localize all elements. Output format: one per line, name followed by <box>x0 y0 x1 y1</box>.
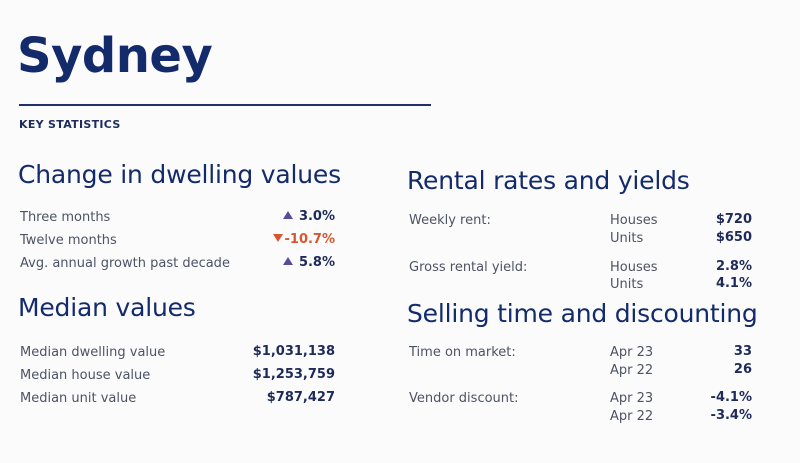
time-on-market-apr22-label: Apr 22 <box>610 363 654 378</box>
three-months-label: Three months <box>20 210 111 225</box>
median-unit-label: Median unit value <box>20 391 137 406</box>
three-months-value: 3.0% <box>265 209 335 224</box>
time-on-market-apr23-value: 33 <box>733 344 752 359</box>
weekly-rent-houses-label: Houses <box>610 213 658 228</box>
title-divider <box>19 104 431 106</box>
gross-yield-units-label: Units <box>610 277 644 292</box>
median-unit-value: $787,427 <box>266 390 335 405</box>
median-house-label: Median house value <box>20 368 151 383</box>
avg-growth-value: 5.8% <box>265 255 335 270</box>
vendor-discount-apr22-label: Apr 22 <box>610 409 654 424</box>
twelve-months-value: -10.7% <box>265 232 335 247</box>
page-subtitle: KEY STATISTICS <box>19 118 121 131</box>
median-heading: Median values <box>18 293 196 322</box>
median-dwelling-value: $1,031,138 <box>252 344 335 359</box>
twelve-months-label: Twelve months <box>20 233 117 248</box>
vendor-discount-apr23-value: -4.1% <box>710 390 752 405</box>
page-title: Sydney <box>17 28 213 84</box>
gross-yield-label: Gross rental yield: <box>409 260 528 275</box>
avg-growth-label: Avg. annual growth past decade <box>20 256 230 271</box>
weekly-rent-houses-value: $720 <box>715 212 752 227</box>
vendor-discount-apr22-value: -3.4% <box>710 408 752 423</box>
up-arrow-icon <box>283 257 293 265</box>
time-on-market-apr23-label: Apr 23 <box>610 345 654 360</box>
time-on-market-apr22-value: 26 <box>733 362 752 377</box>
vendor-discount-apr23-label: Apr 23 <box>610 391 654 406</box>
median-dwelling-label: Median dwelling value <box>20 345 166 360</box>
gross-yield-units-value: 4.1% <box>715 276 752 291</box>
rental-heading: Rental rates and yields <box>407 166 690 195</box>
vendor-discount-label: Vendor discount: <box>409 391 519 406</box>
weekly-rent-label: Weekly rent: <box>409 213 491 228</box>
weekly-rent-units-value: $650 <box>715 230 752 245</box>
selling-heading: Selling time and discounting <box>407 299 758 328</box>
weekly-rent-units-label: Units <box>610 231 644 246</box>
change-heading: Change in dwelling values <box>18 160 341 189</box>
up-arrow-icon <box>283 211 293 219</box>
gross-yield-houses-label: Houses <box>610 260 658 275</box>
down-arrow-icon <box>273 234 283 242</box>
gross-yield-houses-value: 2.8% <box>715 259 752 274</box>
time-on-market-label: Time on market: <box>409 345 516 360</box>
median-house-value: $1,253,759 <box>252 367 335 382</box>
